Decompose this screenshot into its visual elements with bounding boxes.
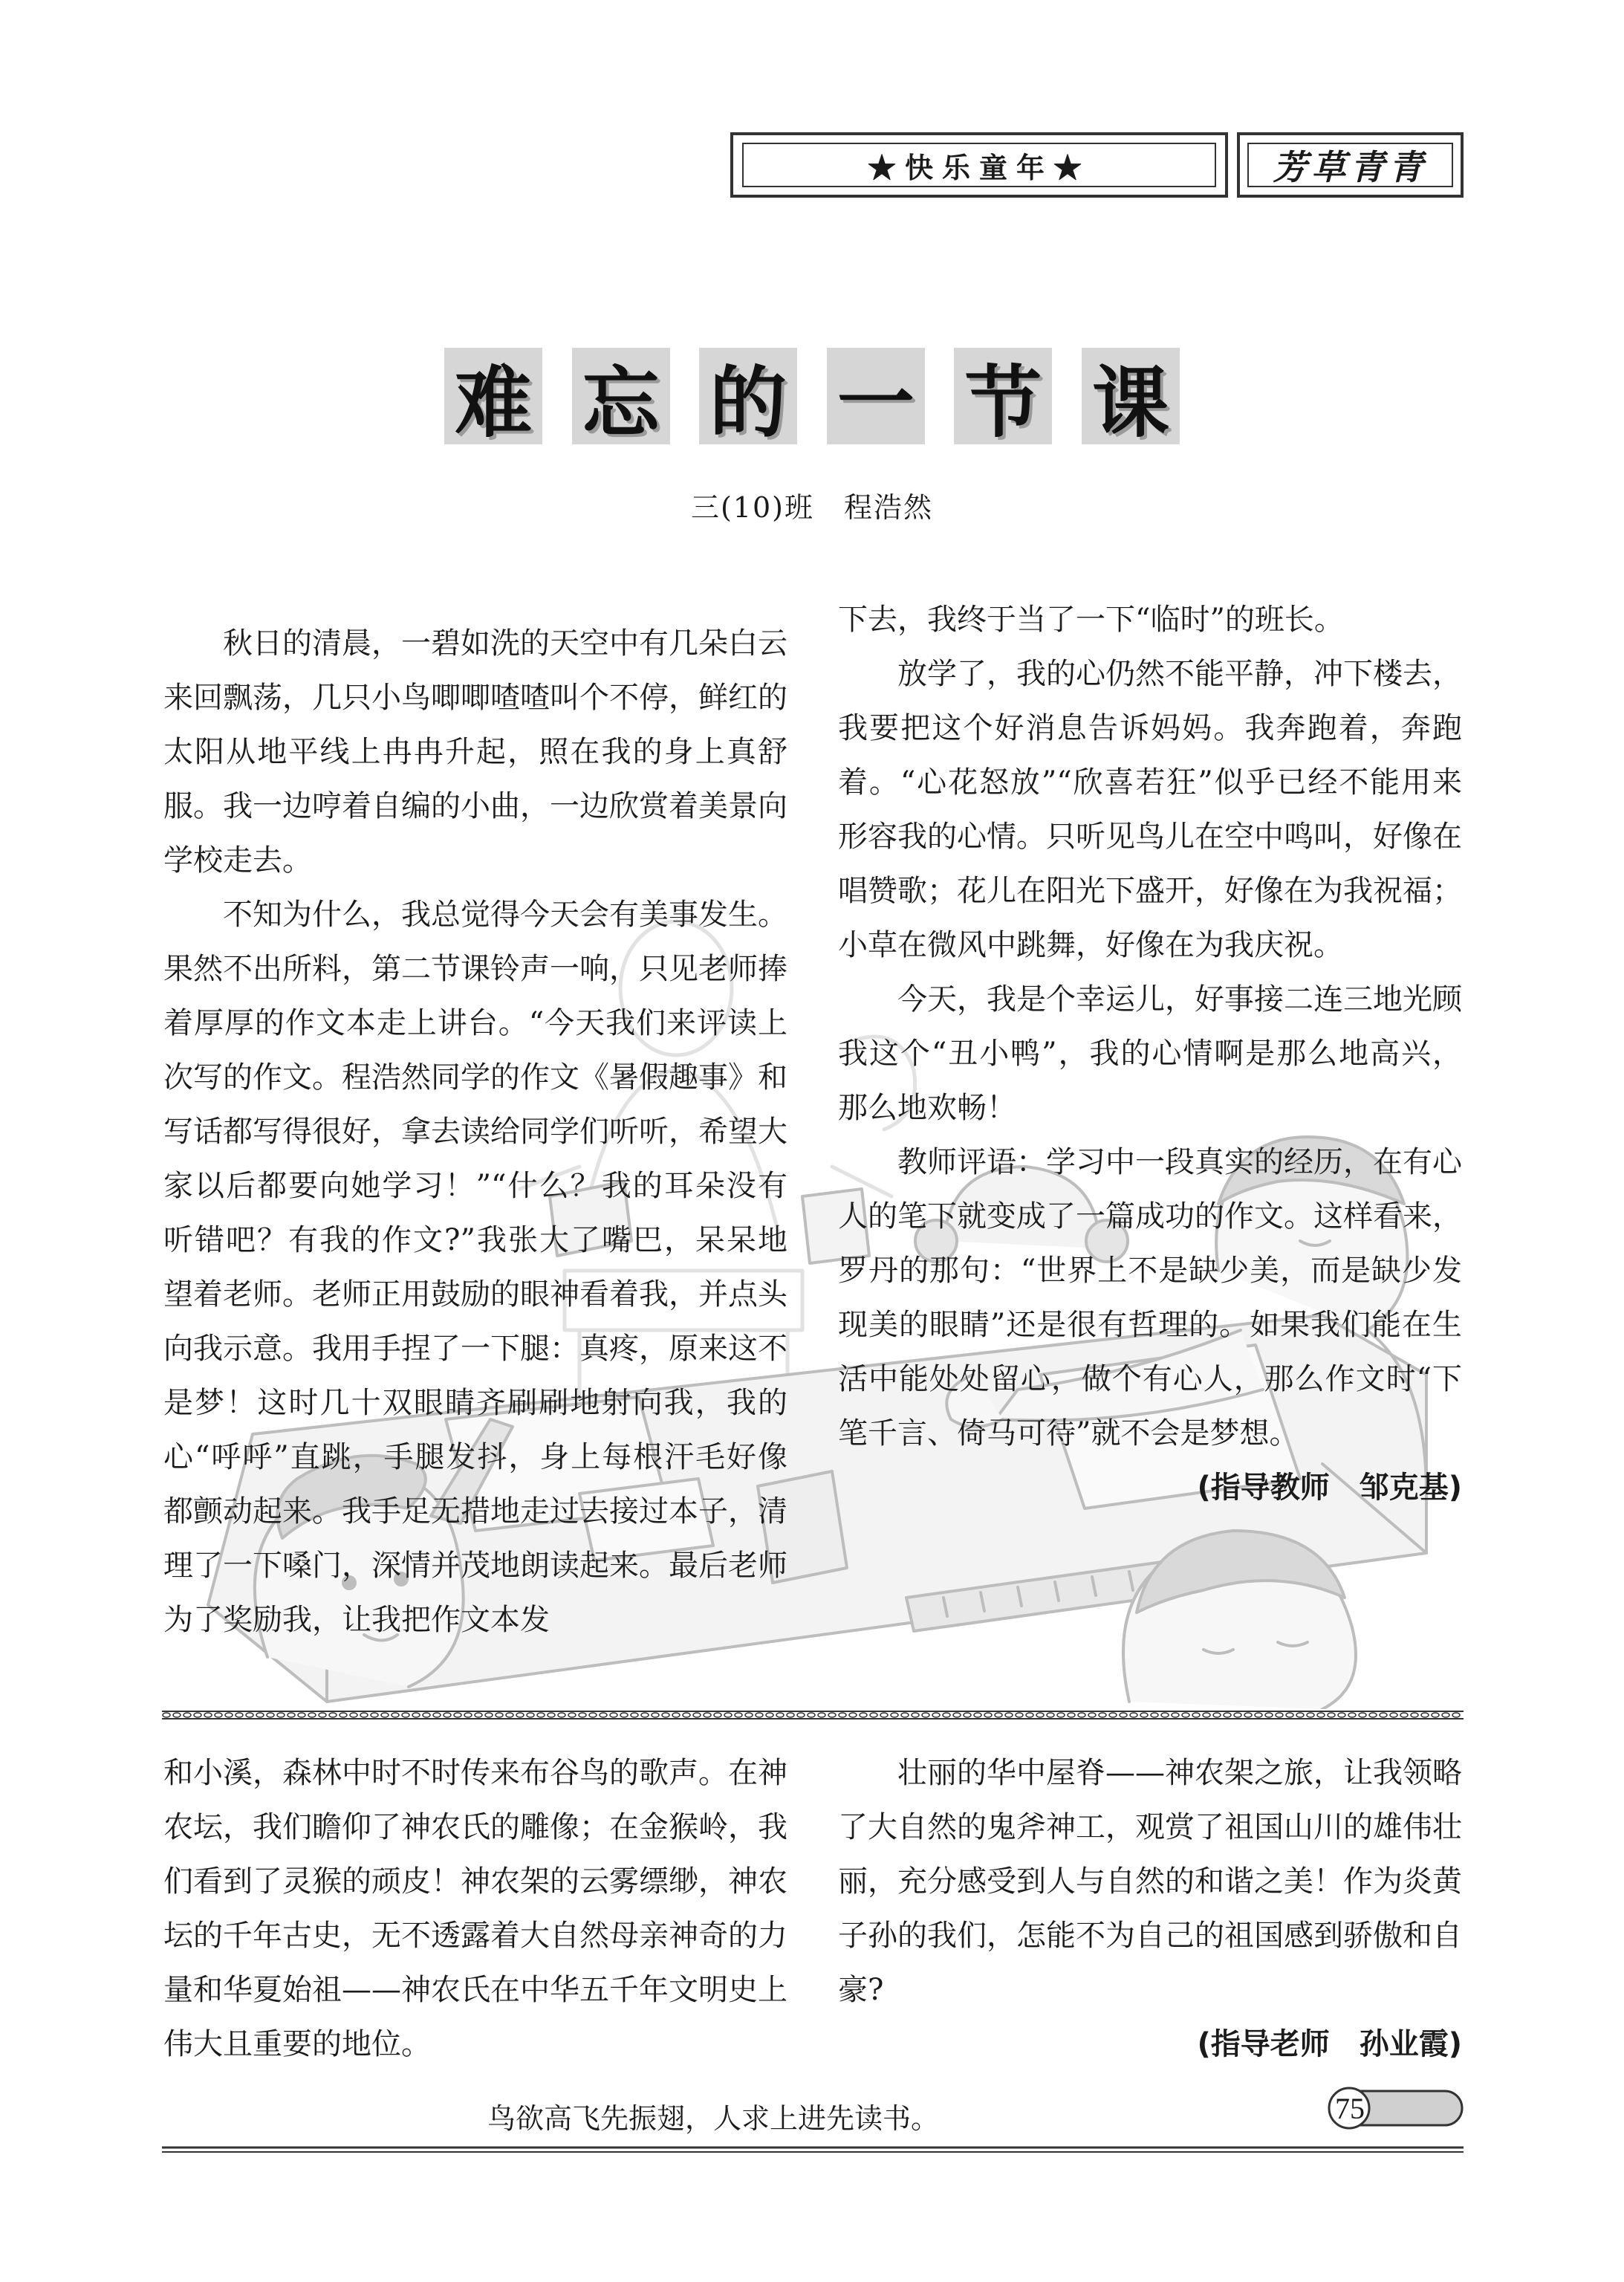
article2-left-column [163, 1746, 787, 2072]
paragraph: 今天，我是个幸运儿，好事接二连三地光顾我这个“丑小鸭”，我的心情啊是那么地高兴，那么地欢畅！ [838, 982, 1462, 1125]
decorative-divider [162, 1711, 1464, 1719]
footer-rule [162, 2146, 1464, 2153]
paragraph: 秋日的清晨，一碧如洗的天空中有几朵白云来回飘荡，几只小鸟唧唧喳喳叫个不停，鲜红的太阳从地平线上冉冉升起，照在我的身上真舒服。我一边哼着自编的小曲，一边欣赏着美景向学校走去。 [163, 626, 787, 878]
article1-right-column [838, 593, 1462, 1515]
title-char: 一 [827, 348, 925, 444]
instructor-signature: (指导教师 邹克基) [1197, 1471, 1462, 1505]
title-char: 忘 [572, 348, 670, 444]
author-byline: 三(10)班 程浩然 [690, 491, 933, 524]
page-number: 75 [1335, 2091, 1365, 2125]
title-char: 课 [1082, 348, 1180, 444]
paragraph-continuation: 下去，我终于当了一下“临时”的班长。 [838, 603, 1344, 637]
column-name-label: 芳草青青 [1247, 143, 1453, 187]
paragraph: 壮丽的华中屋脊——神农架之旅，让我领略了大自然的鬼斧神工，观赏了祖国山川的雄伟壮丽，充分感受到人与自然的和谐之美！作为炎黄子孙的我们，怎能不为自己的祖国感到骄傲和自豪? [838, 1756, 1462, 2007]
paragraph: 不知为什么，我总觉得今天会有美事发生。果然不出所料，第二节课铃声一响，只见老师捧着厚厚的作文本走上讲台。“今天我们来评读上次写的作文。程浩然同学的作文《暑假趣事》和写话都写得很好，拿去读给同学们听听，希望大家以后都要向她学习！”“什么？我的耳朵没有听错吧？有我的作文?”我张大了嘴巴，呆呆地望着老师。老师正用鼓励的眼神看着我，并点头向我示意。我用手捏了一下腿：真疼，原来这不是梦！这时几十双眼睛齐刷刷地射向我，我的心“呼呼”直跳，手腿发抖，身上每根汗毛好像都颤动起来。我手足无措地走过去接过本子，清理了一下嗓门，深情并茂地朗读起来。最后老师为了奖励我，让我把作文本发 [163, 898, 787, 1637]
footer-motto: 鸟欲高飞先振翅，人求上进先读书。 [487, 2102, 939, 2135]
title-char: 难 [444, 348, 542, 444]
article1-left-column [163, 617, 787, 1647]
article2-right-column [838, 1746, 1462, 2072]
title-char: 节 [954, 348, 1052, 444]
section-header-box [730, 132, 1228, 198]
article-title [444, 348, 1180, 448]
section-header-label: ★快乐童年★ [742, 143, 1216, 187]
teacher-comment: 教师评语：学习中一段真实的经历，在有心人的笔下就变成了一篇成功的作文。这样看来，罗丹的那句：“世界上不是缺少美，而是缺少发现美的眼睛”还是很有哲理的。如果我们能在生活中能处处留心，做个有心人，那么作文时“下笔千言、倚马可待”就不会是梦想。 [838, 1145, 1462, 1450]
paragraph-continuation: 和小溪，森林中时不时传来布谷鸟的歌声。在神农坛，我们瞻仰了神农氏的雕像；在金猴岭，我们看到了灵猴的顽皮！神农架的云雾缥缈，神农坛的千年古史，无不透露着大自然母亲神奇的力量和华夏始祖——神农氏在中华五千年文明史上伟大且重要的地位。 [163, 1756, 787, 2061]
paragraph: 放学了，我的心仍然不能平静，冲下楼去，我要把这个好消息告诉妈妈。我奔跑着，奔跑着。“心花怒放”“欣喜若狂”似乎已经不能用来形容我的心情。只听见鸟儿在空中鸣叫，好像在唱赞歌；花儿在阳光下盛开，好像在为我祝福；小草在微风中跳舞，好像在为我庆祝。 [838, 657, 1462, 962]
column-name-box [1237, 132, 1464, 198]
title-char: 的 [699, 348, 797, 444]
instructor-signature: (指导老师 孙业霞) [1197, 2027, 1462, 2061]
